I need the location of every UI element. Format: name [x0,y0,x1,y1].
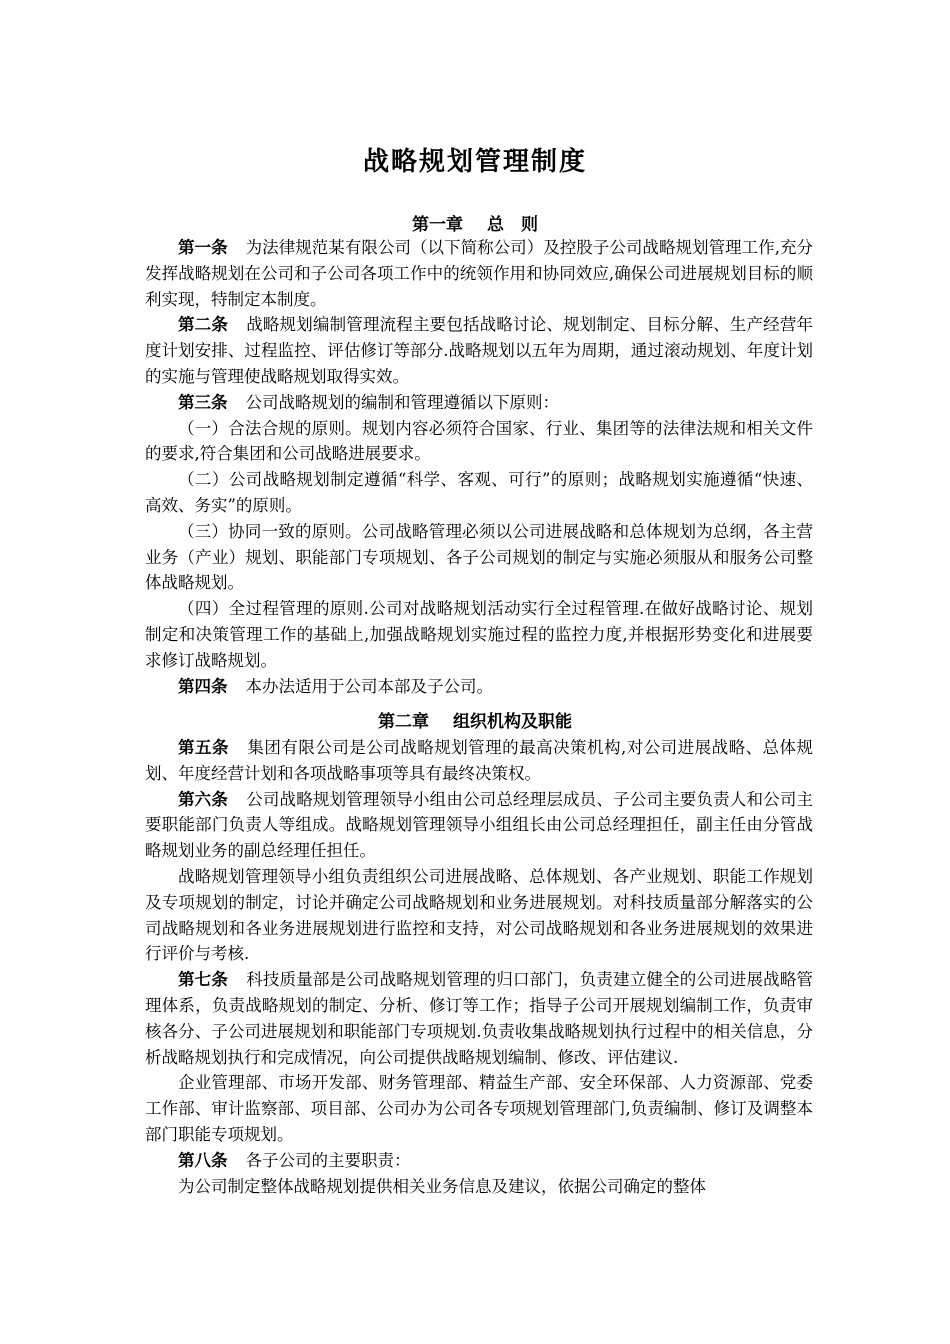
principle-3: （三）协同一致的原则。公司战略管理必须以公司进展战略和总体规划为总纲，各主营业务（产业）规划、职能部门专项规划、各子公司规划的制定与实施必须服从和服务公司整体战略规划。 [145,521,813,593]
article-label: 第六条 [178,789,229,809]
chapter-name: 总 则 [487,215,538,235]
article-7 [145,967,813,1070]
chapter-2-body [145,735,813,1199]
article-6-paragraph-2: 战略规划管理领导小组负责组织公司进展战略、总体规划、各产业规划、职能工作规划及专项规划的制定，讨论并确定公司战略规划和业务进展规划。对科技质量部分解落实的公司战略规划和各业务进展规划进行监控和支持，对公司战略规划和各业务进展规划的效果进行评价与考核. [145,866,813,964]
chapter-name: 组织机构及职能 [453,712,572,732]
article-label: 第一条 [178,238,228,257]
article-5 [145,735,813,787]
article-text: 公司战略规划管理领导小组由公司总经理层成员、子公司主要负责人和公司主要职能部门负责人等组成。战略规划管理领导小组组长由公司总经理担任，副主任由分管战略规划业务的副总经理任担任。 [145,789,814,861]
article-label: 第四条 [178,676,228,696]
article-3 [145,390,813,416]
article-label: 第八条 [178,1150,228,1170]
article-7-paragraph-2: 企业管理部、市场开发部、财务管理部、精益生产部、安全环保部、人力资源部、党委工作部、审计监察部、项目部、公司办为公司各专项规划管理部门,负责编制、修订及调整本部门职能专项规划。 [145,1073,813,1144]
chapter-1-body [145,235,813,699]
article-text: 集团有限公司是公司战略规划管理的最高决策机构,对公司进展战略、总体规划、年度经营计划和各项战略事项等具有最终决策权。 [145,738,814,783]
article-label: 第七条 [178,970,229,990]
article-4 [145,674,813,700]
article-label: 第二条 [178,315,229,335]
chapter-number: 第一章 [412,215,463,235]
article-text: 战略规划编制管理流程主要包括战略讨论、规划制定、目标分解、生产经营年度计划安排、过程监控、评估修订等部分.战略规划以五年为周期，通过滚动规划、年度计划的实施与管理使战略规划取得实效。 [145,315,814,386]
article-1 [145,235,813,312]
article-text: 各子公司的主要职责： [245,1150,411,1170]
document-title: 战略规划管理制度 [362,147,587,177]
article-6 [145,787,813,864]
article-label: 第三条 [178,392,228,412]
article-label: 第五条 [178,738,229,757]
chapter-number: 第二章 [378,712,429,732]
article-2 [145,312,813,389]
article-text: 科技质量部是公司战略规划管理的归口部门，负责建立健全的公司进展战略管理体系，负责战略规划的制定、分析、修订等工作；指导子公司开展规划编制工作，负责审核各分、子公司进展规划和职能部门专项规划.负责收集战略规划执行过程中的相关信息，分析战略规划执行和完成情况，向公司提供战略规划编制、修改、评估建议. [145,970,814,1067]
principle-2: （二）公司战略规划制定遵循“科学、客观、可行”的原则；战略规划实施遵循“快速、高效、务实”的原则。 [145,470,813,515]
article-text: 为法律规范某有限公司（以下简称公司）及控股子公司战略规划管理工作,充分发挥战略规划在公司和子公司各项工作中的统领作用和协同效应,确保公司进展规划目标的顺利实现，特制定本制度。 [145,238,814,309]
article-text: 公司战略规划的编制和管理遵循以下原则： [245,392,559,412]
article-text: 本办法适用于公司本部及子公司。 [245,676,493,696]
article-8 [145,1148,813,1174]
principle-1: （一）合法合规的原则。规划内容必须符合国家、行业、集团等的法律法规和相关文件的要求,符合集团和公司战略进展要求。 [145,418,813,464]
article-8-paragraph-2: 为公司制定整体战略规划提供相关业务信息及建议，依据公司确定的整体 [178,1176,706,1196]
principle-4: （四）全过程管理的原则.公司对战略规划活动实行全过程管理.在做好战略讨论、规划制定和决策管理工作的基础上,加强战略规划实施过程的监控力度,并根据形势变化和进展要求修订战略规划。 [145,599,813,670]
chapter-2-heading [0,709,950,735]
